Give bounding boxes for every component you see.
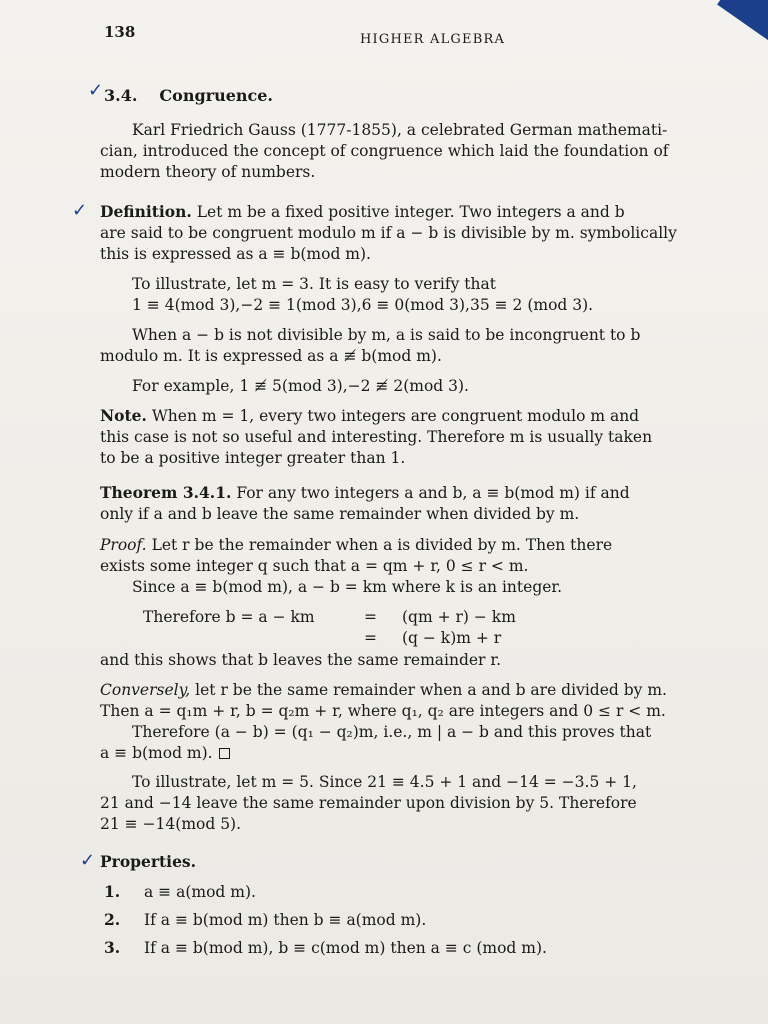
property-item-2 [104,910,426,930]
illustrate2-line-2: 21 and −14 leave the same remainder upon division by 5. Therefore [100,794,637,812]
intro-line-2: cian, introduced the concept of congruence which laid the foundation of [100,142,669,160]
definition-line-2: are said to be congruent modulo m if a − b is divisible by m. symbolically [100,224,677,242]
intro-line-3: modern theory of numbers. [100,163,316,181]
converse-label: Conversely, [100,681,191,699]
note-line-2: this case is not so useful and interesting. Therefore m is usually taken [100,428,653,446]
property-text: If a ≡ b(mod m), b ≡ c(mod m) then a ≡ c (mod m). [144,939,547,957]
note-text: When m = 1, every two integers are congruent modulo m and [151,407,640,425]
illustrate2-line-3: 21 ≡ −14(mod 5). [100,815,242,833]
property-number: 3. [104,938,121,957]
equation-1-right: (qm + r) − km [402,608,516,626]
properties-title: Properties. [100,852,197,871]
section-heading [104,86,273,106]
theorem-line-2: only if a and b leave the same remainder when divided by m. [100,505,580,523]
definition-label: Definition. [100,202,192,221]
note-label: Note. [100,406,147,425]
proof-line-1 [100,535,612,555]
checkmark-icon: ✓ [88,80,104,101]
converse-line-1 [100,680,667,700]
illustrate2-line-1: To illustrate, let m = 5. Since 21 ≡ 4.5 + 1 and −14 = −3.5 + 1, [132,773,637,791]
page-corner-decoration [717,0,768,45]
converse-line-3: Therefore (a − b) = (q₁ − q₂)m, i.e., m | a − b and this proves that [132,723,652,741]
proof-line-2: exists some integer q such that a = qm + r, 0 ≤ r < m. [100,557,529,575]
checkmark-icon: ✓ [72,200,88,221]
note-line-1 [100,406,639,426]
converse-text: let r be the same remainder when a and b are divided by m. [195,681,667,699]
property-item-3 [104,938,547,958]
section-number: 3.4. [104,86,138,105]
property-text: If a ≡ b(mod m) then b ≡ a(mod m). [144,911,427,929]
illustrate-line-1: To illustrate, let m = 3. It is easy to verify that [132,275,496,293]
property-item-1 [104,882,256,902]
definition-line-1 [100,202,625,222]
incongruent-line-2: modulo m. It is expressed as a ≢ b(mod m). [100,347,442,365]
proof-label: Proof. [100,536,147,554]
theorem-line-1 [100,483,630,503]
incongruent-line-1: When a − b is not divisible by m, a is said to be incongruent to b [132,326,641,344]
property-text: a ≡ a(mod m). [144,883,256,901]
checkmark-icon: ✓ [80,850,96,871]
section-title: Congruence. [159,86,273,105]
converse-line-2: Then a = q₁m + r, b = q₂m + r, where q₁, q₂ are integers and 0 ≤ r < m. [100,702,666,720]
equation-2-op: = [364,629,377,647]
example-line: For example, 1 ≢ 5(mod 3),−2 ≢ 2(mod 3). [132,377,469,395]
theorem-text: For any two integers a and b, a ≡ b(mod m) if and [236,484,630,502]
intro-line-1: Karl Friedrich Gauss (1777-1855), a celebrated German mathemati- [132,121,668,139]
illustrate-line-2: 1 ≡ 4(mod 3),−2 ≡ 1(mod 3),6 ≡ 0(mod 3),35 ≡ 2 (mod 3). [132,296,594,314]
proof-text: Let r be the remainder when a is divided by m. Then there [151,536,613,554]
definition-line-3: this is expressed as a ≡ b(mod m). [100,245,371,263]
property-number: 1. [104,882,121,901]
note-line-3: to be a positive integer greater than 1. [100,449,406,467]
converse-final: a ≡ b(mod m). [100,744,213,762]
running-head: HIGHER ALGEBRA [360,32,506,47]
converse-line-4 [100,743,230,763]
proof-conclusion: and this shows that b leaves the same remainder r. [100,651,502,669]
property-number: 2. [104,910,121,929]
equation-1-op: = [364,608,377,626]
theorem-label: Theorem 3.4.1. [100,483,232,502]
qed-square-icon [219,748,230,759]
page-number: 138 [104,23,136,41]
equation-1-left: Therefore b = a − km [143,608,315,626]
equation-2-right: (q − k)m + r [402,629,502,647]
definition-text: Let m be a fixed positive integer. Two integers a and b [196,203,625,221]
proof-line-3: Since a ≡ b(mod m), a − b = km where k is an integer. [132,578,563,596]
